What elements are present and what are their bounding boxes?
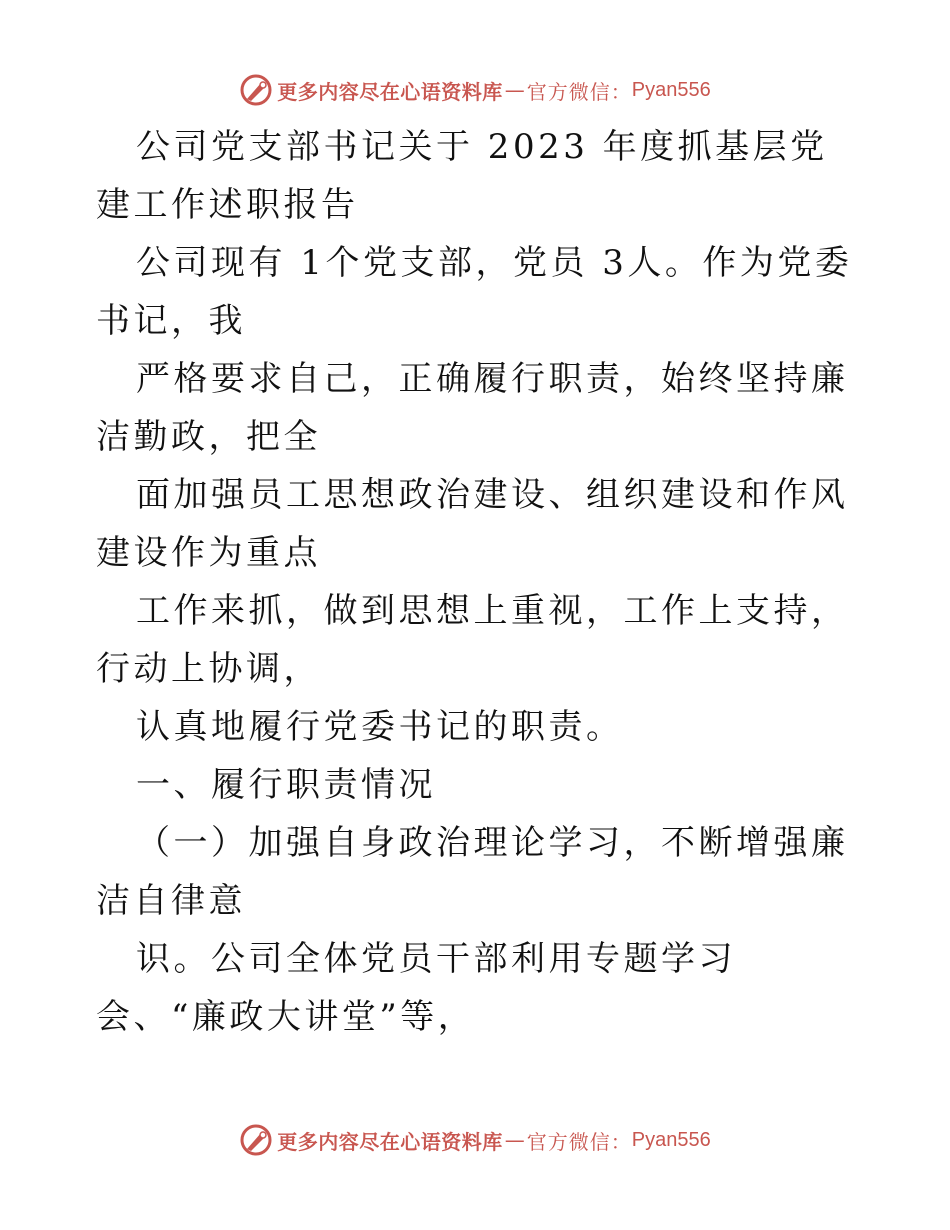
paragraph: 公司现有 1个党支部，党员 3人。作为党委书记，我 <box>96 243 853 341</box>
paragraph: 严格要求自己，正确履行职责，始终坚持廉洁勤政，把全 <box>96 359 849 457</box>
pen-logo-icon <box>239 1123 273 1157</box>
watermark-wechat-id: Pyan556 <box>631 78 711 101</box>
subsection-heading: （一）加强自身政治理论学习，不断增强廉洁自律意 <box>96 823 849 921</box>
document-title: 公司党支部书记关于 2023 年度抓基层党建工作述职报告 <box>96 127 828 225</box>
watermark-separator: — <box>504 78 525 102</box>
watermark-wechat-id: Pyan556 <box>631 1128 711 1151</box>
paragraph: 认真地履行党委书记的职责。 <box>136 707 624 747</box>
paragraph: 识。公司全体党员干部利用专题学习会、“廉政大讲堂”等， <box>96 939 736 1037</box>
watermark-text: 更多内容尽在心语资料库 <box>277 1129 503 1154</box>
footer-watermark <box>0 1120 950 1160</box>
document-body <box>96 118 856 1046</box>
section-heading: 一、履行职责情况 <box>136 765 436 805</box>
watermark-separator: — <box>504 1128 525 1152</box>
pen-logo-icon <box>239 73 273 107</box>
watermark-wechat-label: 官方微信： <box>526 1129 632 1154</box>
paragraph: 工作来抓，做到思想上重视，工作上支持，行动上协调， <box>96 591 849 689</box>
watermark-text: 更多内容尽在心语资料库 <box>277 79 503 104</box>
header-watermark <box>0 70 950 110</box>
watermark-wechat-label: 官方微信： <box>526 79 632 104</box>
paragraph: 面加强员工思想政治建设、组织建设和作风建设作为重点 <box>96 475 849 573</box>
